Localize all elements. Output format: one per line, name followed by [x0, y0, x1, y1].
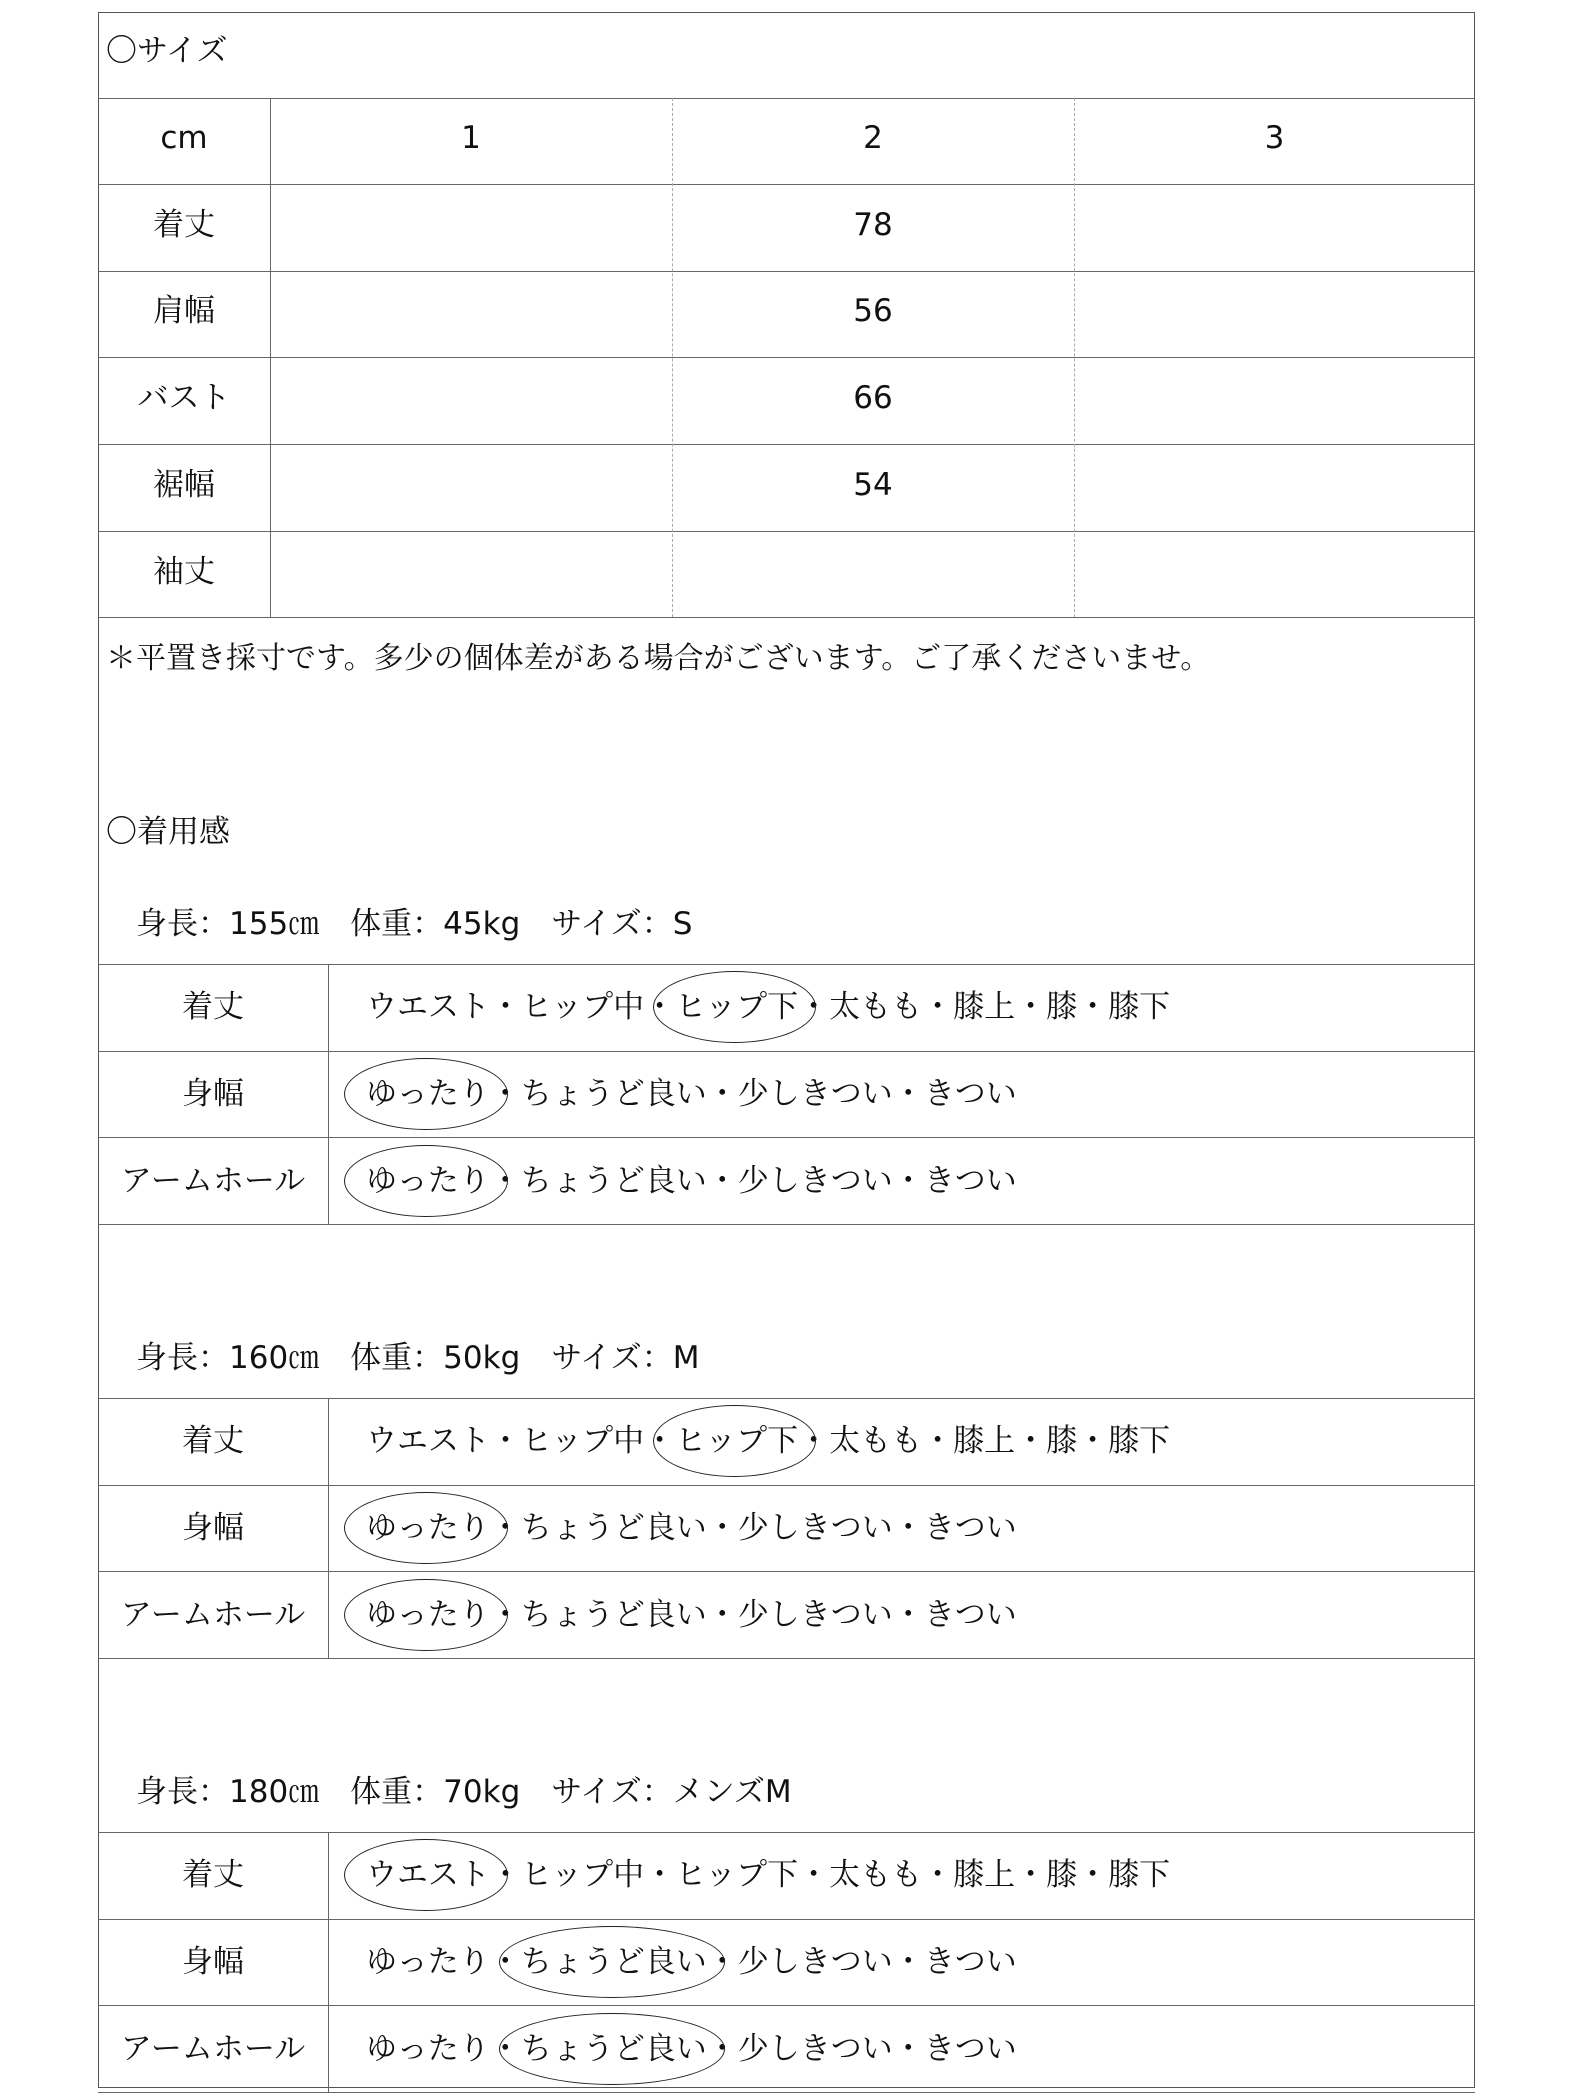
option-separator: ・ — [489, 2031, 521, 2067]
option-separator: ・ — [489, 1510, 521, 1546]
fit-option: 少しきつい — [737, 1076, 893, 1112]
table-cell: 78 — [853, 207, 893, 243]
option-separator: ・ — [1015, 1857, 1047, 1893]
fit-options — [366, 1161, 1017, 1201]
fit-row-label: 着丈 — [182, 1857, 244, 1893]
fit-options — [366, 2029, 1017, 2069]
divider — [98, 1919, 1475, 1920]
fit-option: 膝 — [1046, 1857, 1078, 1893]
option-separator: ・ — [892, 2031, 924, 2067]
option-separator: ・ — [892, 1510, 924, 1546]
divider — [98, 271, 1475, 272]
fit-option: ヒップ中 — [521, 1423, 645, 1459]
fit-row-label: 身幅 — [182, 1076, 244, 1112]
fit-option: 膝上 — [953, 989, 1016, 1025]
divider — [98, 357, 1475, 358]
divider — [98, 184, 1475, 185]
fit-option: 膝下 — [1108, 1423, 1171, 1459]
fit-row-label: 着丈 — [182, 989, 244, 1025]
column-divider — [672, 98, 673, 617]
option-separator: ・ — [706, 1163, 738, 1199]
option-separator: ・ — [489, 1163, 521, 1199]
column-header-size-2: 2 — [863, 120, 883, 156]
divider — [98, 531, 1475, 532]
model-profile: 身長：155㎝ 体重：45kg サイズ：S — [136, 906, 693, 942]
fit-option-selected: ヒップ下 — [675, 1423, 799, 1459]
row-label: 肩幅 — [153, 293, 215, 329]
column-divider — [270, 98, 271, 617]
fit-row-label: 身幅 — [182, 1944, 244, 1980]
option-separator: ・ — [922, 1857, 954, 1893]
fit-option: きつい — [923, 1597, 1017, 1633]
row-label: 着丈 — [153, 207, 215, 243]
fit-option: 膝 — [1046, 1423, 1078, 1459]
fit-option: きつい — [923, 1944, 1017, 1980]
fit-option-selected: ゆったり — [366, 1510, 490, 1546]
fit-options — [366, 1421, 1170, 1461]
option-separator: ・ — [489, 1597, 521, 1633]
fit-option: 膝上 — [953, 1423, 1016, 1459]
fit-heading: 〇着用感 — [106, 814, 230, 850]
fit-row-label: アームホール — [120, 1597, 306, 1633]
option-separator: ・ — [1015, 1423, 1047, 1459]
fit-option: きつい — [923, 1076, 1017, 1112]
table-cell: 66 — [853, 380, 893, 416]
fit-option: ちょうど良い — [520, 1163, 707, 1199]
fit-option: 膝 — [1046, 989, 1078, 1025]
fit-options — [366, 987, 1170, 1027]
fit-option: ウエスト — [366, 989, 490, 1025]
option-separator: ・ — [1015, 989, 1047, 1025]
fit-option: 少しきつい — [737, 1163, 893, 1199]
fit-options — [366, 1942, 1017, 1982]
fit-option: 少しきつい — [737, 2031, 893, 2067]
divider — [98, 1398, 1475, 1399]
column-header-unit: cm — [160, 120, 208, 156]
fit-option-selected: ゆったり — [366, 1597, 490, 1633]
fit-row-label: アームホール — [120, 1163, 306, 1199]
divider — [98, 1571, 1475, 1572]
divider — [98, 1658, 1475, 1659]
fit-option-selected: ウエスト — [366, 1857, 490, 1893]
divider — [98, 2092, 1475, 2093]
option-separator: ・ — [1077, 989, 1109, 1025]
column-divider — [328, 964, 329, 1224]
divider — [98, 1137, 1475, 1138]
option-separator: ・ — [1077, 1423, 1109, 1459]
option-separator: ・ — [892, 1076, 924, 1112]
option-separator: ・ — [706, 1510, 738, 1546]
divider — [98, 1051, 1475, 1052]
column-header-size-1: 1 — [461, 120, 481, 156]
fit-row-label: 身幅 — [182, 1510, 244, 1546]
fit-option: ヒップ中 — [521, 1857, 645, 1893]
fit-option-selected: ゆったり — [366, 1163, 490, 1199]
fit-options — [366, 1855, 1170, 1895]
fit-row-label: 着丈 — [182, 1423, 244, 1459]
column-divider — [328, 1398, 329, 1658]
option-separator: ・ — [490, 1857, 521, 1893]
model-profile: 身長：160㎝ 体重：50kg サイズ：M — [136, 1340, 700, 1376]
fit-row-label: アームホール — [120, 2031, 306, 2067]
fit-option: ちょうど良い — [520, 1076, 707, 1112]
fit-option-selected: ゆったり — [366, 1076, 490, 1112]
option-separator: ・ — [798, 1857, 830, 1893]
fit-option: 膝上 — [953, 1857, 1016, 1893]
fit-option: ちょうど良い — [520, 1510, 707, 1546]
fit-option-selected: ちょうど良い — [520, 2031, 707, 2067]
fit-option: ヒップ下 — [675, 1857, 799, 1893]
fit-option: 少しきつい — [737, 1597, 893, 1633]
fit-option: ウエスト — [366, 1423, 490, 1459]
model-profile: 身長：180㎝ 体重：70kg サイズ：メンズM — [136, 1774, 792, 1810]
divider — [98, 617, 1475, 618]
fit-option: 膝下 — [1108, 989, 1171, 1025]
table-cell: 56 — [853, 293, 893, 329]
option-separator: ・ — [706, 2031, 738, 2067]
row-label: 裾幅 — [153, 467, 215, 503]
fit-options — [366, 1595, 1017, 1635]
fit-option: ゆったり — [366, 1944, 490, 1980]
row-label: バスト — [137, 380, 231, 416]
fit-option-selected: ヒップ下 — [675, 989, 799, 1025]
fit-option-selected: ちょうど良い — [520, 1944, 707, 1980]
divider — [98, 1832, 1475, 1833]
divider — [98, 1485, 1475, 1486]
option-separator: ・ — [490, 989, 521, 1025]
option-separator: ・ — [490, 1423, 521, 1459]
table-cell: 54 — [853, 467, 893, 503]
fit-options — [366, 1074, 1017, 1114]
fit-option: 少しきつい — [737, 1944, 893, 1980]
fit-option: 少しきつい — [737, 1510, 893, 1546]
option-separator: ・ — [922, 989, 954, 1025]
fit-option: 膝下 — [1108, 1857, 1171, 1893]
fit-option: 太もも — [829, 1423, 923, 1459]
option-separator: ・ — [798, 1423, 830, 1459]
column-divider — [328, 1832, 329, 2092]
fit-option: きつい — [923, 1163, 1017, 1199]
option-separator: ・ — [489, 1076, 521, 1112]
option-separator: ・ — [644, 989, 676, 1025]
option-separator: ・ — [706, 1076, 738, 1112]
divider — [98, 2005, 1475, 2006]
fit-option: ヒップ中 — [521, 989, 645, 1025]
option-separator: ・ — [922, 1423, 954, 1459]
divider — [98, 964, 1475, 965]
option-separator: ・ — [489, 1944, 521, 1980]
row-label: 袖丈 — [153, 554, 215, 590]
fit-option: 太もも — [829, 1857, 923, 1893]
option-separator: ・ — [644, 1423, 676, 1459]
divider — [98, 444, 1475, 445]
size-heading: 〇サイズ — [106, 33, 228, 69]
option-separator: ・ — [798, 989, 830, 1025]
fit-option: きつい — [923, 2031, 1017, 2067]
option-separator: ・ — [892, 1597, 924, 1633]
column-divider — [1074, 98, 1075, 617]
option-separator: ・ — [706, 1944, 738, 1980]
divider — [98, 1224, 1475, 1225]
option-separator: ・ — [892, 1944, 924, 1980]
option-separator: ・ — [892, 1163, 924, 1199]
divider — [98, 98, 1475, 99]
option-separator: ・ — [706, 1597, 738, 1633]
fit-option: ゆったり — [366, 2031, 490, 2067]
fit-option: きつい — [923, 1510, 1017, 1546]
option-separator: ・ — [644, 1857, 676, 1893]
column-header-size-3: 3 — [1264, 120, 1285, 156]
fit-option: 太もも — [829, 989, 923, 1025]
measurement-note: ＊平置き採寸です。多少の個体差がある場合がございます。ご了承くださいませ。 — [106, 641, 1211, 676]
option-separator: ・ — [1077, 1857, 1109, 1893]
fit-option: ちょうど良い — [520, 1597, 707, 1633]
fit-options — [366, 1508, 1017, 1548]
